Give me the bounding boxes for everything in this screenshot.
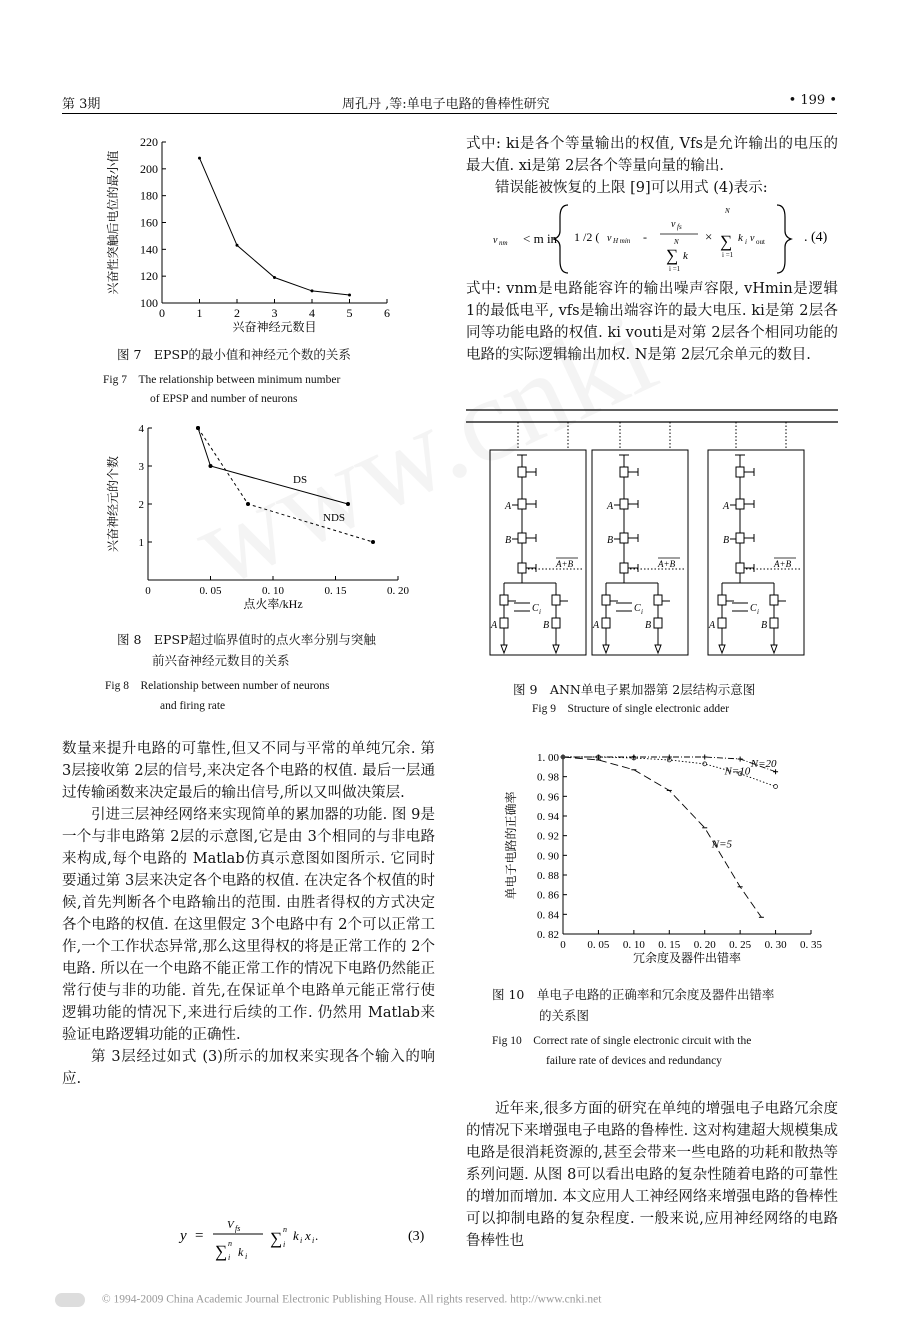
fig7-caption-cn: 图 7 EPSP的最小值和神经元个数的关系 — [117, 347, 351, 362]
series-line-ds — [198, 428, 348, 504]
right-column-text-bottom — [466, 1098, 838, 1252]
input-label: B — [607, 535, 614, 546]
x-tick-label: 0. 30 — [764, 939, 787, 951]
running-header — [62, 93, 837, 114]
x-tick-label: 0. 25 — [729, 939, 752, 951]
junction — [718, 595, 726, 605]
svg-text:k: k — [293, 1228, 299, 1243]
svg-text:i =1: i =1 — [722, 251, 734, 259]
input-label: B — [505, 535, 512, 546]
x-tick-label: 0. 10 — [262, 585, 284, 597]
data-point — [273, 276, 276, 279]
series-line — [200, 158, 350, 295]
svg-text:v: v — [607, 233, 612, 244]
y-tick-label: 0. 82 — [537, 929, 559, 941]
svg-text:n: n — [228, 1239, 232, 1248]
y-tick-label: 0. 96 — [537, 791, 559, 804]
x-tick-label: 0. 10 — [622, 939, 645, 951]
x-tick-label: 0 — [159, 306, 165, 320]
x-tick-label: 0. 20 — [693, 939, 716, 951]
svg-text:.: . — [315, 1228, 319, 1243]
y-tick-label: 0. 84 — [537, 909, 559, 922]
svg-text:< m in: < m in — [523, 231, 558, 246]
svg-text:i: i — [312, 1236, 315, 1245]
capacitor-subscript: i — [539, 608, 541, 616]
page-number: • 199 • — [788, 93, 837, 108]
y-tick-label: 200 — [140, 161, 158, 176]
svg-text:V: V — [227, 1219, 234, 1231]
y-tick-label: 160 — [140, 215, 158, 230]
ground-icon — [771, 645, 777, 653]
svg-text:i: i — [283, 1240, 286, 1249]
x-tick-label: 0 — [145, 585, 151, 597]
y-tick-label: 2 — [138, 499, 144, 511]
junction — [518, 533, 526, 543]
input-label: A — [593, 620, 600, 631]
series-label: N=20 — [750, 757, 777, 770]
svg-text:k: k — [238, 1245, 244, 1259]
cnki-logo-icon — [55, 1293, 85, 1307]
svg-text:1 /2 (: 1 /2 ( — [574, 230, 600, 244]
junction — [620, 467, 628, 477]
data-point — [702, 755, 707, 760]
input-label: B — [723, 535, 730, 546]
x-tick-label: 5 — [346, 306, 353, 320]
y-tick-label: 0. 98 — [537, 771, 559, 784]
junction — [500, 595, 508, 605]
fig10-caption-en-2: failure rate of devices and redundancy — [546, 1055, 722, 1067]
fig7-caption-en-1: Fig 7 The relationship between minimum number — [103, 374, 341, 386]
paragraph: 引进三层神经网络来实现简单的累加器的功能. 图 9是一个与非电路第 2层的示意图,它是由 3个相同的与非电路来构成,每个电路的 Matlab仿真示意图如图所示. 它同时要通过第 3层来决定各个电路的权值. 在决定各个权值的时候,首先判断各个电路输出的范围. 由胜者得权的方式决定各个电路的权值. 在这里假定 3个电路中有 2个可以正常工作,一个工作状态异常,那么这里得权的将是正常工作的 2个电路. 所以在一个电路不能正常工作的情况下电路仍然能正常行使与非的功能. 首先,在保证单个电路单元能正常行使逻辑功能的情况下,来进行后续的工作. 仍然用 Matlab来验证电路逻辑功能的正确性. — [62, 807, 435, 1043]
junction — [552, 595, 560, 605]
ground-icon — [553, 645, 559, 653]
fig10-caption-cn-1: 图 10 单电子电路的正确率和冗余度及器件出错率 — [492, 987, 775, 1002]
fig8-caption-en-2: and firing rate — [160, 700, 226, 712]
series-line-nds — [198, 428, 373, 542]
data-point — [371, 540, 375, 544]
svg-text:fs: fs — [235, 1224, 241, 1233]
fig10-caption-en-1: Fig 10 Correct rate of single electronic circuit with the — [492, 1035, 752, 1047]
nand-cell — [708, 422, 804, 655]
svg-text:∑: ∑ — [720, 232, 733, 251]
svg-text:x: x — [305, 1228, 311, 1243]
data-point — [774, 785, 778, 789]
junction — [620, 563, 628, 573]
svg-text:v: v — [671, 219, 676, 230]
svg-text:i: i — [745, 238, 747, 246]
junction — [736, 467, 744, 477]
junction — [518, 563, 526, 573]
x-tick-label: 0. 15 — [324, 585, 347, 597]
svg-text:i: i — [228, 1253, 231, 1262]
svg-text:out: out — [756, 238, 765, 246]
x-tick-label: 0. 35 — [800, 939, 822, 951]
fig9-caption-cn: 图 9 ANN单电子累加器第 2层结构示意图 — [513, 682, 756, 697]
input-label: A — [491, 620, 498, 631]
x-tick-label: 0. 05 — [587, 939, 610, 951]
x-tick-label: 0 — [560, 939, 566, 951]
data-point — [198, 157, 201, 160]
y-tick-label: 1. 00 — [537, 752, 559, 764]
running-title: 周孔丹 ,等:单电子电路的鲁棒性研究 — [342, 97, 550, 112]
data-point — [236, 244, 239, 247]
capacitor-subscript: i — [757, 608, 759, 616]
y-tick-label: 3 — [138, 461, 144, 473]
x-tick-label: 3 — [271, 306, 278, 320]
svg-text:n: n — [283, 1225, 287, 1234]
input-label: A — [723, 501, 730, 512]
svg-text:∑: ∑ — [666, 246, 679, 265]
y-tick-label: 140 — [140, 242, 158, 257]
input-label: A — [607, 501, 614, 512]
input-label: B — [761, 620, 768, 631]
series-label: N=10 — [724, 765, 751, 778]
fig10-chart — [495, 745, 825, 970]
data-point — [738, 756, 743, 761]
svg-text:y: y — [180, 1228, 187, 1244]
input-label: A — [505, 501, 512, 512]
fig8-caption-cn-2: 前兴奋神经元数目的关系 — [152, 653, 290, 668]
y-tick-label: 0. 90 — [537, 850, 559, 863]
svg-text:k: k — [683, 250, 688, 262]
junction — [654, 595, 662, 605]
y-tick-label: 120 — [140, 269, 158, 284]
x-tick-label: 4 — [309, 306, 315, 320]
capacitor-label: C — [750, 603, 757, 614]
y-axis-label: 兴奋神经元的个数 — [106, 455, 120, 553]
svg-text:H min: H min — [613, 237, 631, 245]
fig9-caption-en: Fig 9 Structure of single electronic adder — [532, 703, 730, 715]
svg-text:-: - — [643, 230, 647, 244]
svg-text:=: = — [195, 1228, 204, 1244]
data-point — [346, 502, 350, 506]
y-axis-label: 兴奋性突触后电位的最小值 — [106, 150, 120, 295]
fig10-caption-cn-2: 的关系图 — [539, 1008, 590, 1023]
junction — [654, 618, 662, 628]
svg-text:v: v — [750, 233, 755, 244]
ground-icon — [655, 645, 661, 653]
equation-3 — [175, 1200, 435, 1265]
data-point — [348, 293, 351, 296]
ground-icon — [603, 645, 609, 653]
output-label: A+B — [556, 559, 574, 569]
input-label: B — [543, 620, 550, 631]
ground-icon — [719, 645, 725, 653]
y-tick-label: 4 — [138, 423, 144, 435]
issue-number: 第 3期 — [62, 97, 101, 112]
footer-text: © 1994-2009 China Academic Journal Electronic Publishing House. All rights reserved. http://www.cnki.net — [101, 1293, 602, 1306]
junction — [602, 595, 610, 605]
x-axis-label: 冗余度及器件出错率 — [632, 951, 742, 965]
junction — [620, 499, 628, 509]
nand-cell — [592, 422, 688, 655]
input-label: A — [709, 620, 716, 631]
output-label: A+B — [658, 559, 676, 569]
capacitor-label: C — [634, 603, 641, 614]
svg-text:×: × — [705, 229, 713, 244]
data-point — [773, 769, 778, 774]
series-label: NDS — [323, 511, 346, 524]
paragraph: 数量来提升电路的可靠性,但又不同与平常的单纯冗余. 第 3层接收第 2层的信号,来决定各个电路的权值. 最后一层通过传输函数来决定最后的输出信号,所以又叫做决策层. — [62, 741, 435, 801]
fig8-caption-en-1: Fig 8 Relationship between number of neurons — [105, 680, 330, 692]
junction — [518, 467, 526, 477]
series-label: N=5 — [711, 838, 733, 851]
x-tick-label: 0. 05 — [199, 585, 222, 597]
fig8-chart — [95, 420, 409, 620]
svg-text:fs: fs — [677, 223, 682, 231]
right-column-text-mid — [466, 278, 838, 366]
output-label: A+B — [774, 559, 792, 569]
paragraph: 式中: ki是各个等量输出的权值, Vfs是允许输出的电压的最大值. xi是第 2层各个等量向量的输出. — [466, 136, 838, 174]
y-tick-label: 0. 86 — [537, 889, 559, 902]
y-tick-label: 1 — [138, 537, 144, 549]
series-line — [563, 757, 761, 917]
svg-text:i: i — [300, 1236, 303, 1245]
x-tick-label: 2 — [234, 306, 240, 320]
y-axis-label: 单电子电路的正确率 — [504, 791, 518, 900]
equation-3-number: (3) — [408, 1229, 425, 1244]
junction — [620, 533, 628, 543]
series-label: DS — [293, 473, 308, 486]
fig7-caption-en-2: of EPSP and number of neurons — [150, 393, 298, 405]
fig7-chart — [95, 130, 400, 335]
x-tick-label: 0. 20 — [387, 585, 409, 597]
y-tick-label: 0. 88 — [537, 870, 559, 882]
svg-text:v: v — [493, 235, 498, 246]
x-tick-label: 0. 15 — [658, 939, 681, 951]
junction — [736, 563, 744, 573]
y-tick-label: 220 — [140, 135, 158, 149]
fig8-caption-cn-1: 图 8 EPSP超过临界值时的点火率分别与突触 — [117, 632, 376, 647]
junction — [552, 618, 560, 628]
right-column-text-top — [466, 133, 838, 199]
paragraph: 近年来,很多方面的研究在单纯的增强电子电路冗余度的情况下来增强电子电路的鲁棒性. 这对构建超大规模集成电路是很消耗资源的,甚至会带来一些电路的功耗和散热等系列问题. 从图 8可以看出电路的复杂性随着电路的可靠性的增加而增加. 本文应用人工神经网络来增强电路的鲁棒性可以抑制电路的复杂程度. 一般来说,应用神经网络的电路鲁棒性也 — [466, 1101, 838, 1249]
capacitor-subscript: i — [641, 608, 643, 616]
left-column-text — [62, 738, 435, 1090]
nand-cell — [490, 422, 586, 655]
junction — [500, 618, 508, 628]
junction — [736, 533, 744, 543]
copyright-footer — [55, 1293, 845, 1307]
junction — [770, 595, 778, 605]
data-point — [196, 426, 200, 430]
paragraph: 第 3层经过如式 (3)所示的加权来实现各个输入的响应. — [62, 1049, 435, 1087]
x-tick-label: 1 — [196, 306, 203, 320]
svg-text:k: k — [738, 232, 743, 244]
svg-text:i =1: i =1 — [669, 265, 681, 273]
y-tick-label: 180 — [140, 188, 158, 203]
svg-text:∑: ∑ — [215, 1242, 228, 1261]
y-tick-label: 100 — [140, 296, 158, 310]
junction — [770, 618, 778, 628]
equation-4 — [490, 197, 838, 277]
paragraph: 式中: vnm是电路能容许的输出噪声容限, vHmin是逻辑 1的最低电平, vfs是输出端容许的最大电压. ki是第 2层各同等功能电路的权值. ki vouti是对第 2层各个相同功能的电路的实际逻辑输出加权. N是第 2层冗余单元的数目. — [466, 281, 838, 363]
svg-text:nm: nm — [499, 239, 508, 247]
svg-text:∑: ∑ — [270, 1229, 283, 1248]
junction — [718, 618, 726, 628]
x-axis-label: 兴奋神经元数目 — [232, 320, 317, 334]
y-tick-label: 0. 92 — [537, 830, 559, 843]
x-axis-label: 点火率/kHz — [243, 597, 303, 611]
equation-4-number: . (4) — [804, 230, 828, 245]
capacitor-label: C — [532, 603, 539, 614]
junction — [602, 618, 610, 628]
data-point — [246, 502, 250, 506]
svg-text:i: i — [245, 1252, 248, 1261]
fig9-diagram — [466, 405, 838, 665]
junction — [736, 499, 744, 509]
input-label: B — [645, 620, 652, 631]
y-tick-label: 0. 94 — [537, 811, 559, 823]
ground-icon — [501, 645, 507, 653]
paragraph: 错误能被恢复的上限 [9]可以用式 (4)表示: — [495, 180, 768, 196]
x-tick-label: 6 — [384, 306, 390, 320]
data-point — [311, 289, 314, 292]
junction — [518, 499, 526, 509]
svg-text:N: N — [725, 207, 730, 215]
svg-text:N: N — [674, 238, 679, 246]
data-point — [209, 464, 213, 468]
